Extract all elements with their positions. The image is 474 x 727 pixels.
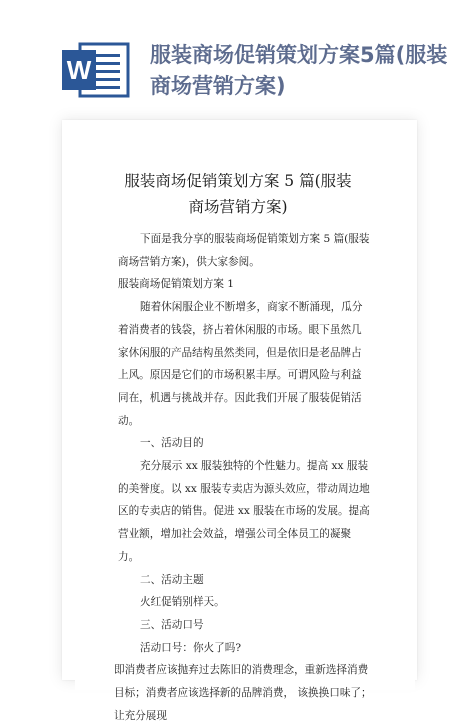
word-document-icon: [62, 40, 132, 100]
svg-text:W: W: [66, 55, 92, 85]
section-heading: 一、活动目的: [140, 437, 204, 450]
document-body: [114, 228, 372, 727]
page-title: 服装商场促销策划方案5篇(服装商场营销方案): [150, 43, 448, 98]
document-title: 服装商场促销策划方案 5 篇(服装商场营销方案): [124, 172, 352, 216]
paragraph: 活动口号：你火了吗?: [140, 641, 242, 654]
section-heading: 二、活动主题: [140, 573, 204, 586]
paragraph: 下面是我分享的服装商场促销策划方案 5 篇(服装商场营销方案)，供大家参阅。: [118, 233, 370, 268]
section-heading: 三、活动口号: [140, 618, 204, 631]
paragraph: 随着休闲服企业不断增多，商家不断涌现，瓜分着消费者的钱袋，挤占着休闲服的市场。眼下虽然几家休闲服的产品结构虽然类同，但是依旧是老品牌占上风。原因是它们的市场积累丰厚。可谓风险与利益同在，机遇与挑战并存。因此我们开展了服装促销活动。: [118, 301, 363, 427]
paragraph: 火红促销别样天。: [140, 596, 225, 609]
paragraph: 即消费者应该抛弃过去陈旧的消费理念，重新选择消费目标；消费者应该选择新的品牌消费， 该换换口味了；让充分展现: [114, 664, 372, 722]
paragraph: 服装商场促销策划方案 1: [118, 278, 235, 291]
header: [0, 0, 474, 118]
paragraph: 充分展示 xx 服装独特的个性魅力。提高 xx 服装的美誉度。以 xx 服装专卖店为源头效应，带动周边地区的专卖店的销售。促进 xx 服装在市场的发展。提高营业额，增加社会效益，增强公司全体员工的凝聚力。: [118, 460, 370, 563]
